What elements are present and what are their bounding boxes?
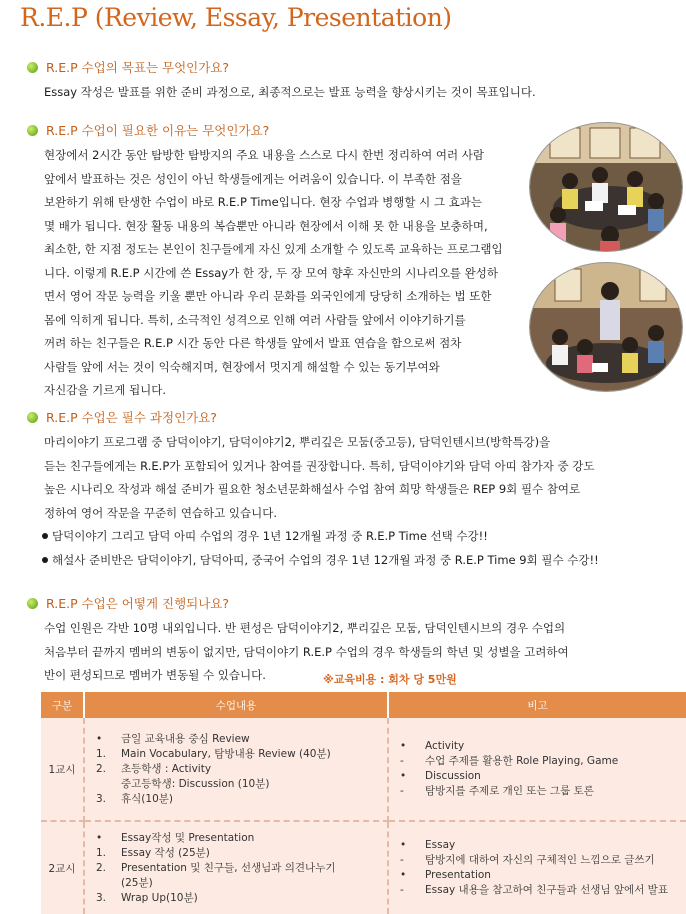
period-cell: 2교시 xyxy=(41,821,84,914)
answer-required xyxy=(44,431,599,572)
period-cell: 1교시 xyxy=(41,718,84,821)
table-row xyxy=(41,821,686,914)
header-period: 구분 xyxy=(41,692,84,718)
list-marker: 1. xyxy=(96,747,107,760)
list-text: Essay xyxy=(425,839,456,851)
text-line: 보완하기 위해 탄생한 수업이 바로 R.E.P Time입니다. 현장 수업과 병행할 시 그 효과는 xyxy=(44,195,483,209)
header-note: 비고 xyxy=(388,692,686,718)
list-marker: • xyxy=(96,732,103,745)
content-cell xyxy=(84,821,388,914)
table-header-row xyxy=(41,692,686,718)
section-heading-reason xyxy=(27,121,269,139)
list-item xyxy=(96,846,386,861)
list-item xyxy=(96,762,386,777)
list-marker: 1. xyxy=(96,846,107,859)
bullet-line xyxy=(44,525,599,549)
list-text: (25분) xyxy=(121,876,153,889)
list-text: Activity xyxy=(425,740,465,752)
header-content: 수업내용 xyxy=(84,692,388,718)
dot-icon xyxy=(42,557,48,563)
list-item xyxy=(400,754,685,769)
list-item xyxy=(96,777,386,792)
list-text: 금일 교육내용 중심 Review xyxy=(121,732,250,745)
list-marker xyxy=(96,876,121,891)
green-bullet-icon xyxy=(27,62,38,73)
list-marker: - xyxy=(400,755,404,767)
question-text: R.E.P 수업은 필수 과정인가요? xyxy=(46,410,217,425)
list-marker: • xyxy=(96,831,103,844)
note-cell xyxy=(388,718,686,821)
answer-goal xyxy=(44,81,536,105)
list-text: 탐방지에 대하여 자신의 구체적인 느낌으로 글쓰기 xyxy=(425,854,655,866)
class-photo-1 xyxy=(529,122,683,252)
table-row xyxy=(41,718,686,821)
list-text: 중고등학생: Discussion (10분) xyxy=(121,777,270,790)
list-item xyxy=(96,792,386,807)
list-item xyxy=(400,739,685,754)
question-text: R.E.P 수업은 어떻게 진행되나요? xyxy=(46,596,230,611)
content-cell xyxy=(84,718,388,821)
list-item xyxy=(96,861,386,876)
text-line: 면서 영어 작문 능력을 키울 뿐만 아니라 우리 문화를 외국인에게 당당히 소개하는 법 또한 xyxy=(44,289,492,303)
text-line: 최소한, 한 지점 정도는 본인이 친구들에게 자신 있게 소개할 수 있도록 교육하는 프로그램입 xyxy=(44,242,503,256)
list-item xyxy=(96,891,386,906)
list-text: 초등학생 : Activity xyxy=(121,762,212,775)
section-heading-required xyxy=(27,408,217,426)
text-line: 처음부터 끝까지 멤버의 변동이 없지만, 담덕이야기 R.E.P 수업의 경우 학생들의 학년 및 성별을 고려하여 xyxy=(44,644,569,659)
list-text: 수업 주제를 활용한 Role Playing, Game xyxy=(425,755,619,767)
text-line: 수업 인원은 각반 10명 내외입니다. 반 편성은 담덕이야기2, 뿌리깊은 모둠, 담덕인텐시브의 경우 수업의 xyxy=(44,621,566,635)
classroom-presentation-image xyxy=(530,263,682,391)
list-item xyxy=(96,876,386,891)
list-marker: - xyxy=(400,884,404,896)
list-marker: 2. xyxy=(96,861,107,874)
text-line: 몇 배가 됩니다. 현장 활동 내용의 복습뿐만 아니라 현장에서 이해 못 한 내용을 보충하며, xyxy=(44,218,488,233)
text-line: 니다. 이렇게 R.E.P 시간에 쓴 Essay가 한 장, 두 장 모여 향후 자신만의 시나리오를 완성하 xyxy=(44,265,498,280)
bullet-text: 담덕이야기 그리고 담덕 아띠 수업의 경우 1년 12개월 과정 중 R.E.P Time 선택 수강!! xyxy=(52,529,488,543)
green-bullet-icon xyxy=(27,412,38,423)
dot-icon xyxy=(42,533,48,539)
list-item xyxy=(400,868,685,883)
list-item xyxy=(96,747,386,762)
list-text: 탐방지를 주제로 개인 또는 그룹 토론 xyxy=(425,785,594,797)
note-cell xyxy=(388,821,686,914)
list-text: Essay작성 및 Presentation xyxy=(121,831,255,844)
classroom-discussion-image xyxy=(530,123,682,251)
text-line: 반이 편성되므로 멤버가 변동될 수 있습니다. xyxy=(44,668,266,682)
list-item xyxy=(96,732,386,747)
list-text: 휴식(10분) xyxy=(121,792,173,805)
fee-note: ※교육비용 : 회차 당 5만원 xyxy=(323,673,457,686)
section-heading-process xyxy=(27,594,229,612)
list-marker: 3. xyxy=(96,891,107,904)
list-text: Discussion xyxy=(425,770,481,782)
list-item xyxy=(400,838,685,853)
question-text: R.E.P 수업의 목표는 무엇인가요? xyxy=(46,60,230,75)
list-text: Main Vocabulary, 탐방내용 Review (40분) xyxy=(121,747,331,760)
list-marker: 3. xyxy=(96,792,107,805)
text-line: Essay 작성은 발표를 위한 준비 과정으로, 최종적으로는 발표 능력을 향상시키는 것이 목표입니다. xyxy=(44,85,536,99)
question-text: R.E.P 수업이 필요한 이유는 무엇인가요? xyxy=(46,123,270,138)
list-item xyxy=(400,853,685,868)
green-bullet-icon xyxy=(27,598,38,609)
text-line: 꺼려 하는 친구들은 R.E.P 시간 동안 다른 학생들 앞에서 발표 연습을 함으로써 점차 xyxy=(44,336,462,350)
text-line: 몸에 익히게 됩니다. 특히, 소극적인 성격으로 인해 여러 사람들 앞에서 이야기하기를 xyxy=(44,312,466,327)
text-line: 마리이야기 프로그램 중 담덕이야기, 담덕이야기2, 뿌리깊은 모둠(중고등), 담덕인텐시브(방학특강)을 xyxy=(44,435,551,449)
text-line: 듣는 친구들에게는 R.E.P가 포함되어 있거나 참여를 권장합니다. 특히, 담덕이야기와 담덕 아띠 참가자 중 강도 xyxy=(44,458,595,473)
page-title: R.E.P (Review, Essay, Presentation) xyxy=(20,3,452,32)
bullet-text: 해설사 준비반은 담덕이야기, 담덕아띠, 중국어 수업의 경우 1년 12개월 과정 중 R.E.P Time 9회 필수 수강!! xyxy=(52,552,599,567)
list-marker: • xyxy=(400,740,407,752)
list-marker: • xyxy=(400,770,407,782)
list-text: Presentation 및 친구들, 선생님과 의견나누기 xyxy=(121,861,336,874)
list-marker xyxy=(96,777,121,792)
list-text: Essay 작성 (25분) xyxy=(121,846,210,859)
class-photo-2 xyxy=(529,262,683,392)
green-bullet-icon xyxy=(27,125,38,136)
schedule-table xyxy=(41,692,686,914)
list-marker: • xyxy=(400,869,407,881)
list-marker: • xyxy=(400,839,407,851)
list-marker: - xyxy=(400,785,404,797)
section-heading-goal xyxy=(27,58,229,76)
text-line: 앞에서 발표하는 것은 성인이 아닌 학생들에게는 어려움이 있습니다. 이 부족한 점을 xyxy=(44,171,462,186)
text-line: 사람들 앞에 서는 것이 익숙해지며, 현장에서 멋지게 해설할 수 있는 동기부여와 xyxy=(44,359,440,374)
list-item xyxy=(400,784,685,799)
list-item xyxy=(96,831,386,846)
list-text: Essay 내용을 참고하여 친구들과 선생님 앞에서 발표 xyxy=(425,884,668,896)
text-line: 현장에서 2시간 동안 탐방한 탐방지의 주요 내용을 스스로 다시 한번 정리하여 여러 사람 xyxy=(44,148,484,162)
bullet-line xyxy=(44,549,599,573)
list-text: Presentation xyxy=(425,869,491,881)
list-marker: - xyxy=(400,854,404,866)
list-marker: 2. xyxy=(96,762,107,775)
answer-process xyxy=(44,617,569,688)
text-line: 높은 시나리오 작성과 해설 준비가 필요한 청소년문화해설사 수업 참여 희망 학생들은 REP 9회 필수 참여로 xyxy=(44,482,581,496)
text-line: 정하여 영어 작문을 꾸준히 연습하고 있습니다. xyxy=(44,505,278,520)
list-item xyxy=(400,769,685,784)
text-line: 자신감을 기르게 됩니다. xyxy=(44,383,167,397)
answer-reason xyxy=(44,144,503,403)
list-item xyxy=(400,883,685,898)
list-text: Wrap Up(10분) xyxy=(121,891,198,904)
